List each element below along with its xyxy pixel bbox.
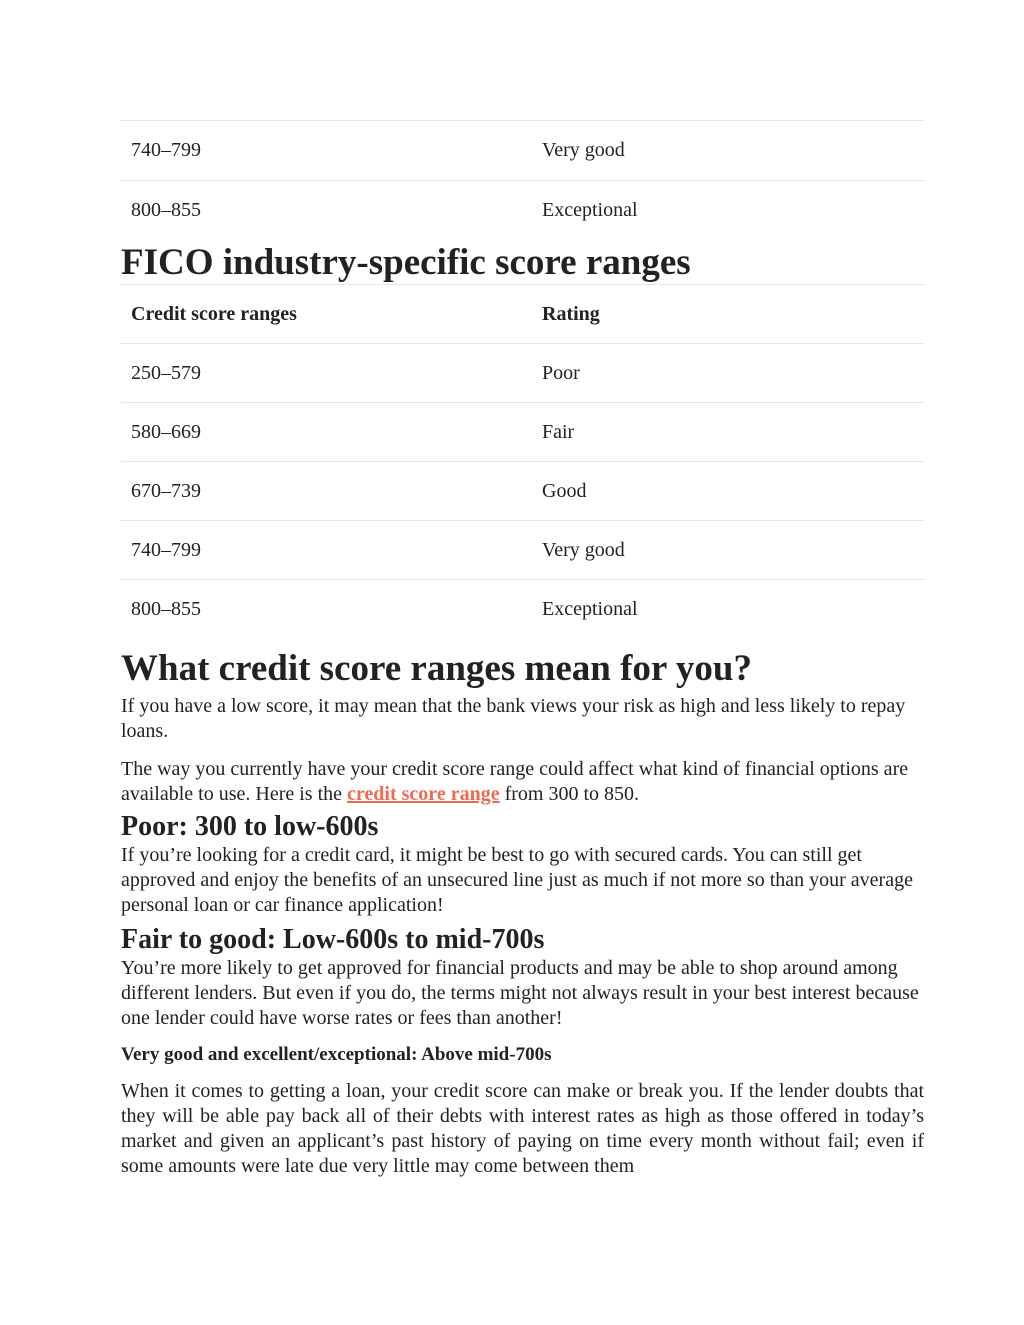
paragraph: You’re more likely to get approved for financial products and may be able to shop around among different lenders. But even if you do, the terms might not always result in your best interest because one lender could have worse rates or fees than another! <box>121 957 919 1029</box>
paragraph: When it comes to getting a loan, your credit score can make or break you. If the lender doubts that they will be able pay back all of their debts with interest rates as high as those offered in today’s market and given an applicant’s past history of paying on time every month without fail; even if some amounts were late due very little may come between them <box>121 1080 924 1177</box>
range-cell: 250–579 <box>121 344 532 403</box>
paragraph-text: The way you currently have your credit score range could affect what kind of financial options are available to use. Here is the <box>121 758 909 805</box>
rating-cell: Good <box>532 462 924 521</box>
credit-score-range-link[interactable]: credit score range <box>347 783 500 805</box>
table-header-row <box>121 285 924 344</box>
range-cell: 800–855 <box>121 181 532 240</box>
paragraph-text: from 300 to 850. <box>499 783 640 805</box>
fico-score-table <box>121 284 924 638</box>
range-cell: 740–799 <box>121 121 532 181</box>
range-cell: 800–855 <box>121 580 532 639</box>
column-header-rating: Rating <box>532 285 924 344</box>
range-cell: 580–669 <box>121 403 532 462</box>
meaning-heading: What credit score ranges mean for you? <box>121 648 752 689</box>
range-cell: 670–739 <box>121 462 532 521</box>
paragraph: If you’re looking for a credit card, it might be best to go with secured cards. You can still get approved and enjoy the benefits of an unsecured line just as much if not more so than your average personal loan or car finance application! <box>121 844 913 916</box>
table-row <box>121 580 924 639</box>
table-row <box>121 462 924 521</box>
very-good-heading: Very good and excellent/exceptional: Above mid-700s <box>121 1044 552 1065</box>
paragraph: If you have a low score, it may mean that the bank views your risk as high and less likely to repay loans. <box>121 695 906 742</box>
rating-cell: Very good <box>532 121 924 181</box>
rating-cell: Poor <box>532 344 924 403</box>
rating-cell: Fair <box>532 403 924 462</box>
poor-heading: Poor: 300 to low-600s <box>121 811 379 842</box>
rating-cell: Exceptional <box>532 580 924 639</box>
table-row <box>121 521 924 580</box>
rating-cell: Exceptional <box>532 181 924 240</box>
document-body <box>121 120 924 1179</box>
score-table-top <box>121 120 924 239</box>
table-row <box>121 344 924 403</box>
fico-heading: FICO industry-specific score ranges <box>121 242 691 283</box>
table-row <box>121 121 924 181</box>
rating-cell: Very good <box>532 521 924 580</box>
range-cell: 740–799 <box>121 521 532 580</box>
table-row <box>121 181 924 240</box>
column-header-ranges: Credit score ranges <box>121 285 532 344</box>
table-row <box>121 403 924 462</box>
paragraph <box>121 757 924 807</box>
fair-heading: Fair to good: Low-600s to mid-700s <box>121 924 545 955</box>
